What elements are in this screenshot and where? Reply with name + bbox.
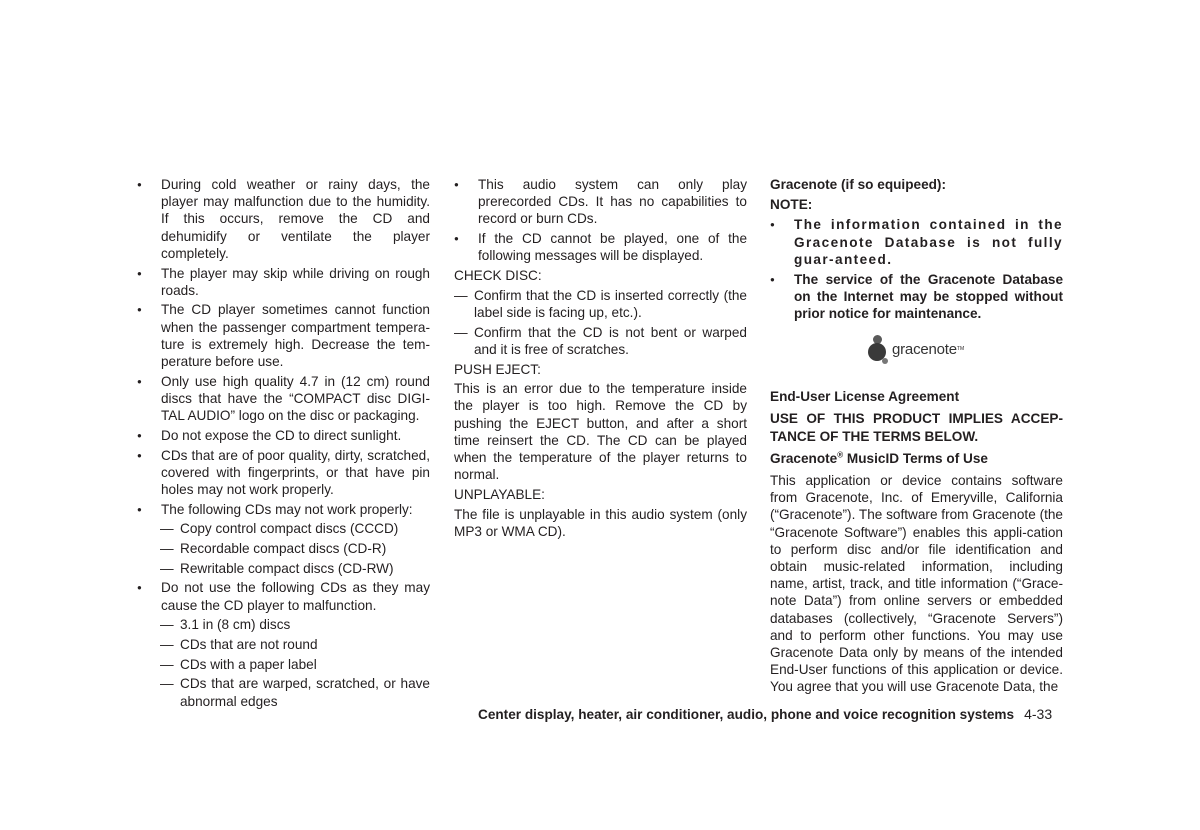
- sub-list-item: — CDs that are warped, scratched, or have abnormal edges: [137, 675, 430, 709]
- list-item: ● Do not use the following CDs as they may cause the CD player to malfunction.: [137, 579, 430, 613]
- section-heading: Gracenote (if so equipeed):: [770, 177, 946, 192]
- sub-list-item: — Copy control compact discs (CCCD): [137, 520, 430, 537]
- brand-name: Gracenote: [770, 450, 838, 466]
- note-label: NOTE:: [770, 197, 813, 213]
- gracenote-logo-icon: [868, 334, 890, 364]
- page-number: 4-33: [1024, 706, 1053, 722]
- logo-text: gracenote: [892, 340, 957, 358]
- list-item: ● During cold weather or rainy days, the player may malfunction due to the humidity. If this occurs, remove the CD and dehumidify or ventilate the player completely.: [137, 176, 430, 262]
- push-eject-text: This is an error due to the temperature inside the player is too high. Remove the CD by pushing the EJECT button, and after a short time reinsert the CD. The CD can be played when the temperature of the player returns to normal.: [454, 381, 747, 483]
- push-eject-label: PUSH EJECT:: [454, 361, 541, 377]
- unplayable-text: The file is unplayable in this audio system (only MP3 or WMA CD).: [454, 506, 747, 539]
- musicid-heading: [770, 450, 1063, 467]
- left-column: [137, 176, 430, 712]
- note-item: ● The information contained in the Gracenote Database is not fully guar-anteed.: [770, 216, 1063, 268]
- license-body: This application or device contains software from Gracenote, Inc. of Emeryville, California (“Gracenote”). The software from Gracenote (the “Gracenote Software”) enables this appli-cation to perform disc and/or file identification and obtain music-related information, including name, artist, track, and title information (“Grace-note Data”) from online servers or embedded databases (collectively, “Gracenote Servers”) and to perform other functions. You may use Gracenote Data only by means of the intended End-User functions of this application or device. You agree that you will use Gracenote Data, the: [770, 472, 1063, 695]
- middle-column: [454, 176, 747, 543]
- note-item: ● The service of the Gracenote Database on the Internet may be stopped without prior notice for maintenance.: [770, 271, 1063, 323]
- list-item: ● If the CD cannot be played, one of the following messages will be displayed.: [454, 230, 747, 264]
- logo-trademark: TM: [956, 345, 965, 352]
- right-column: [770, 176, 1063, 696]
- check-disc-label: CHECK DISC:: [454, 268, 542, 284]
- list-item: ● This audio system can only play prerecorded CDs. It has no capabilities to record or burn CDs.: [454, 176, 747, 228]
- list-item: ● Only use high quality 4.7 in (12 cm) round discs that have the “COMPACT disc DIGI-TAL AUDIO” logo on the disc or packaging.: [137, 373, 430, 425]
- gracenote-logo: [868, 334, 1063, 364]
- list-item: ● The player may skip while driving on rough roads.: [137, 265, 430, 299]
- list-item: ● Do not expose the CD to direct sunlight.: [137, 427, 430, 444]
- sub-list-item: — Recordable compact discs (CD-R): [137, 540, 430, 557]
- terms-heading: USE OF THIS PRODUCT IMPLIES ACCEP-TANCE OF THE TERMS BELOW.: [770, 411, 1063, 444]
- registered-mark: ®: [837, 450, 844, 460]
- eula-heading: End-User License Agreement: [770, 389, 960, 405]
- sub-list-item: — Confirm that the CD is inserted correctly (the label side is facing up, etc.).: [454, 287, 747, 321]
- sub-list-item: — CDs that are not round: [137, 636, 430, 653]
- sub-list-item: — Confirm that the CD is not bent or warped and it is free of scratches.: [454, 324, 747, 358]
- unplayable-label: UNPLAYABLE:: [454, 486, 545, 502]
- page-footer: [478, 706, 1052, 723]
- list-item: ● CDs that are of poor quality, dirty, scratched, covered with fingerprints, or that have pin holes may not work properly.: [137, 447, 430, 499]
- heading-rest: MusicID Terms of Use: [843, 450, 988, 466]
- sub-list-item: — CDs with a paper label: [137, 656, 430, 673]
- sub-list-item: — 3.1 in (8 cm) discs: [137, 616, 430, 633]
- sub-list-item: — Rewritable compact discs (CD-RW): [137, 560, 430, 577]
- footer-title: Center display, heater, air conditioner, audio, phone and voice recognition systems: [478, 707, 1015, 722]
- list-item: ● The CD player sometimes cannot function when the passenger compartment tempera-ture is extremely high. Decrease the tem-perature before use.: [137, 301, 430, 370]
- list-item: ● The following CDs may not work properly:: [137, 501, 430, 518]
